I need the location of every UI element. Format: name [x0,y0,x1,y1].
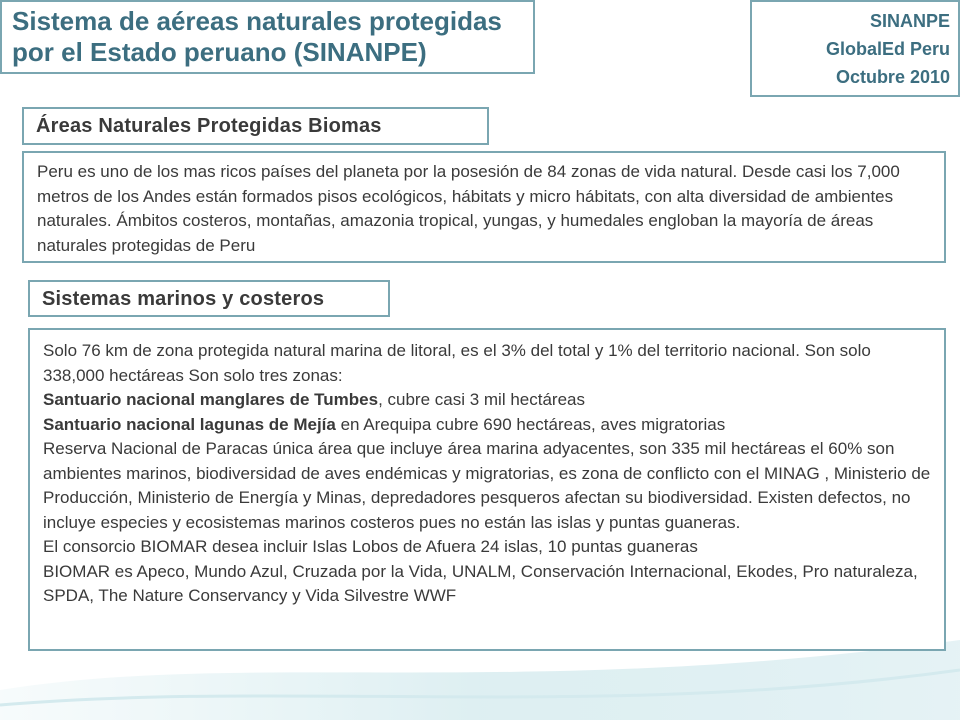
meta-date: Octubre 2010 [835,67,950,87]
tumbes-text: , cubre casi 3 mil hectáreas [378,390,585,409]
section1-text: Peru es uno de los mas ricos países del planeta por la posesión de 84 zonas de vida natural. Desde casi los 7,000 metros de los Andes están formados pisos ecológicos, hábitats y micro hábitats, con alta diversidad de ambientes naturales. Ámbitos costeros, montañas, amazonia tropical, yungas, y humedales engloban la mayoría de áreas naturales protegidas de Peru [37,162,900,255]
mejia-name: Santuario nacional lagunas de Mejía [43,414,336,434]
meta-info-box [750,0,960,97]
section2-heading: Sistemas marinos y costeros [42,288,325,310]
slide-title-line1: Sistema de aéreas naturales protegidas [12,6,502,36]
section2-intro: Solo 76 km de zona protegida natural marina de litoral, es el 3% del total y 1% del territorio nacional. Son solo 338,000 hectáreas Son solo tres zonas: [43,341,871,385]
section2-heading-box [28,280,390,317]
biomar-members-text: BIOMAR es Apeco, Mundo Azul, Cruzada por la Vida, UNALM, Conservación Internacional, Ekodes, Pro naturaleza, SPDA, The Nature Conservancy y Vida Silvestre WWF [43,561,918,605]
slide-title-line2: por el Estado peruano (SINANPE) [12,37,427,67]
slide-title-box [0,0,535,74]
paracas-text: Reserva Nacional de Paracas única área que incluye área marina adyacentes, son 335 mil hectáreas el 60% son ambientes marinos, biodiversidad de aves endémicas y migratorias, es zona de conflicto con el MINAG , Ministerio de Producción, Ministerio de Energía y Minas, depredadores pesqueros afectan su biodiversidad. Existen defectos, no incluye especies y ecosistemas marinos costeros pues no están las islas y puntas guaneras. [43,439,931,532]
section1-heading-box [22,107,489,145]
biomar-text: El consorcio BIOMAR desea incluir Islas Lobos de Afuera 24 islas, 10 puntas guaneras [43,537,698,556]
mejia-text: en Arequipa cubre 690 hectáreas, aves migratorias [335,414,726,434]
meta-organization: GlobalEd Peru [825,39,950,59]
mejia-paragraph [43,413,931,438]
section1-heading: Áreas Naturales Protegidas Biomas [36,115,382,137]
section1-body-box [22,151,946,263]
meta-acronym: SINANPE [869,11,950,31]
tumbes-name: Santuario nacional manglares de Tumbes [43,390,379,409]
section2-body-box [28,328,946,651]
tumbes-paragraph [43,388,931,413]
